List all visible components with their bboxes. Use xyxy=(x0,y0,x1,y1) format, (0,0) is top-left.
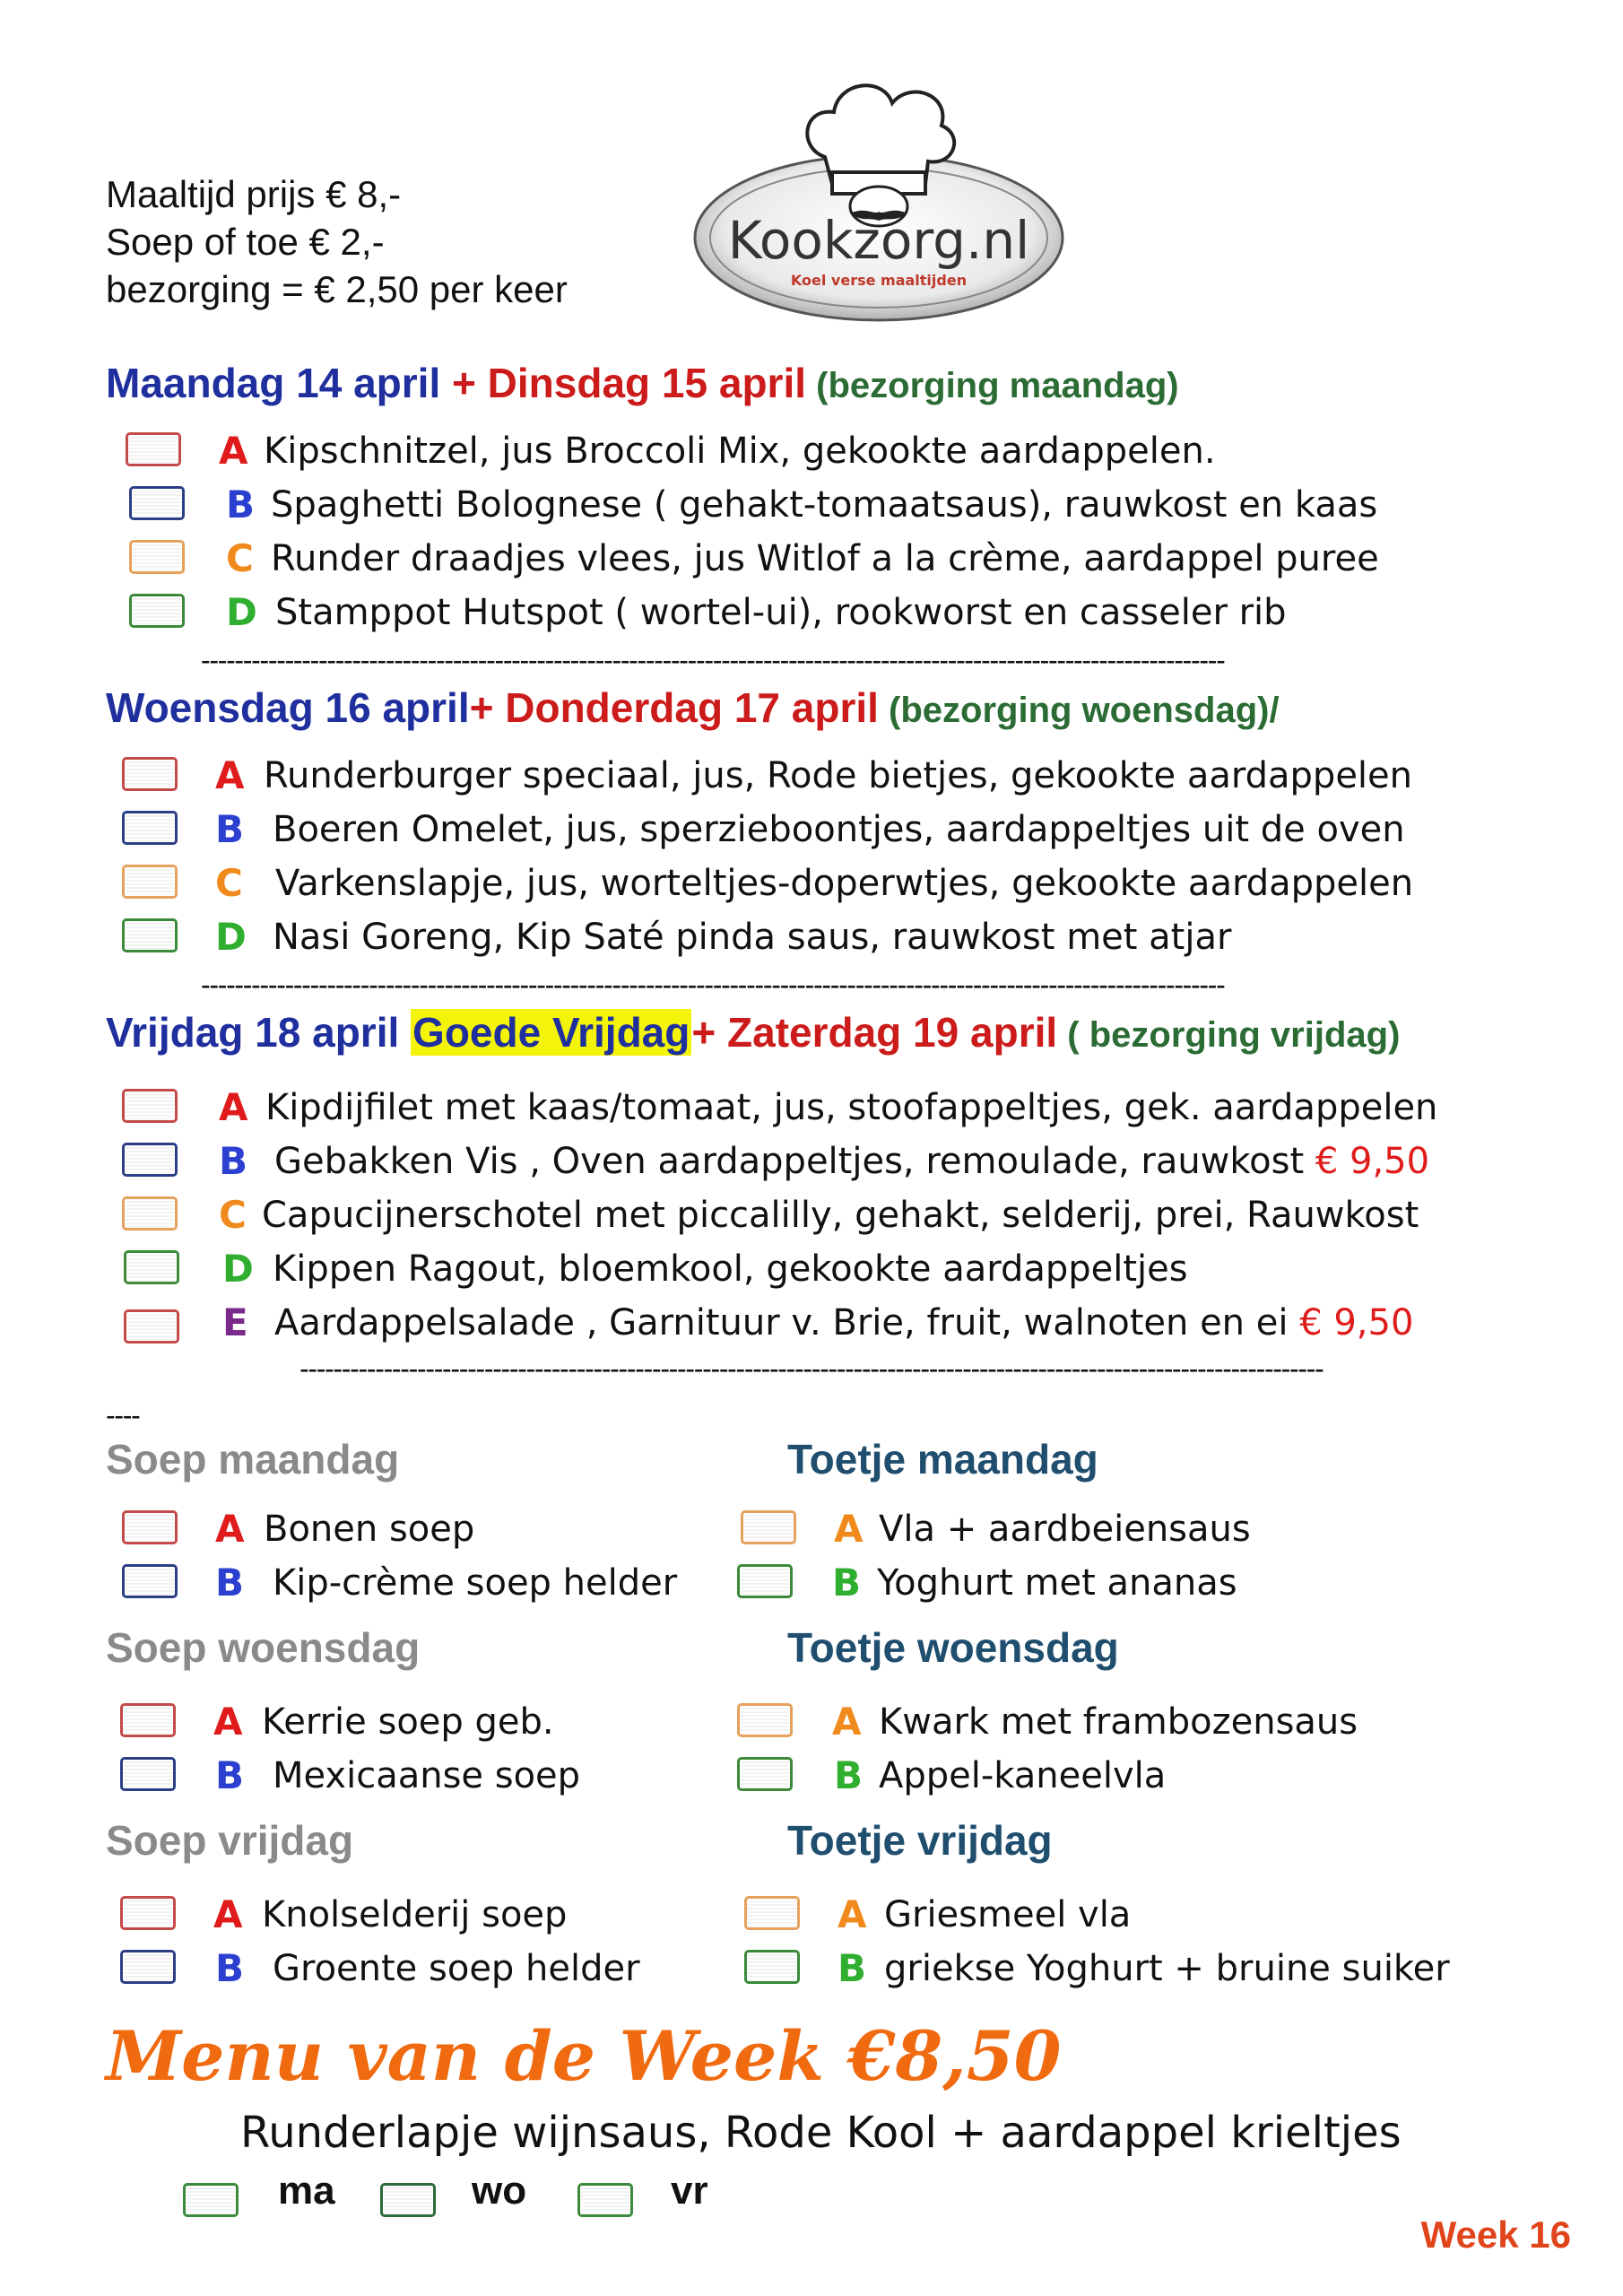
meal-price: Maaltijd prijs € 8,- xyxy=(106,173,402,215)
checkbox[interactable] xyxy=(122,865,178,899)
divider: -------------------------------------------------------------------------------------------------------------------------- xyxy=(299,1352,1324,1385)
option-letter: B xyxy=(215,1561,245,1605)
checkbox-wo[interactable] xyxy=(380,2183,436,2217)
option-price: € 9,50 xyxy=(1299,1302,1414,1344)
option-letter: B xyxy=(834,1753,864,1797)
plus-sign: + xyxy=(691,1009,728,1056)
option-text: Spaghetti Bolognese ( gehakt-tomaatsaus), rauwkost en kaas xyxy=(271,484,1378,526)
plus-sign: + xyxy=(469,684,506,731)
toetje-maandag-title: Toetje maandag xyxy=(787,1436,1098,1483)
option-letter: C xyxy=(215,861,243,905)
option-letter: A xyxy=(832,1700,862,1744)
toetje-vrijdag-title: Toetje vrijdag xyxy=(787,1817,1053,1864)
week-label: Week 16 xyxy=(1420,2213,1571,2256)
option-letter: A xyxy=(219,429,248,473)
option-letter: D xyxy=(222,1247,254,1291)
option-letter: C xyxy=(219,1193,247,1237)
price-info xyxy=(106,170,568,313)
day-1: Vrijdag 18 april xyxy=(106,1009,412,1056)
option-letter: B xyxy=(215,1753,245,1797)
logo-name: Kookzorg.nl xyxy=(727,210,1030,271)
section-header-woensdag xyxy=(106,683,1280,732)
checkbox[interactable] xyxy=(122,1143,178,1177)
option-text: Kipdijfilet met kaas/tomaat, jus, stoofappeltjes, gek. aardappelen xyxy=(265,1087,1438,1128)
option-letter: B xyxy=(219,1139,248,1183)
day-2: Donderdag 17 april xyxy=(505,684,879,731)
checkbox[interactable] xyxy=(122,811,178,845)
divider: -------------------------------------------------------------------------------------------------------------------------- xyxy=(201,644,1225,676)
checkbox[interactable] xyxy=(122,918,178,952)
checkbox[interactable] xyxy=(744,1896,800,1930)
checkbox[interactable] xyxy=(122,1564,178,1598)
option-text: Mexicaanse soep xyxy=(273,1755,581,1796)
section-header-vrijdag xyxy=(106,1008,1400,1057)
option-letter: D xyxy=(226,590,257,634)
option-text: Kipschnitzel, jus Broccoli Mix, gekookte aardappelen. xyxy=(264,430,1216,472)
checkbox[interactable] xyxy=(129,594,185,628)
option-letter: B xyxy=(838,1946,867,1990)
divider: -------------------------------------------------------------------------------------------------------------------------- xyxy=(201,969,1225,1001)
option-letter: A xyxy=(213,1892,243,1936)
option-text: Capucijnerschotel met piccalilly, gehakt, selderij, prei, Rauwkost xyxy=(262,1195,1419,1236)
checkbox[interactable] xyxy=(122,1089,178,1123)
option-text: Knolselderij soep xyxy=(262,1894,568,1935)
checkbox[interactable] xyxy=(124,1309,179,1344)
day-label-vr: vr xyxy=(671,2169,708,2213)
checkbox[interactable] xyxy=(129,486,185,520)
option-letter: A xyxy=(834,1507,864,1551)
soup-dessert-price: Soep of toe € 2,- xyxy=(106,221,385,263)
option-letter: C xyxy=(226,536,254,580)
delivery-note: ( bezorging vrijdag) xyxy=(1057,1015,1401,1055)
option-text: Runder draadjes vlees, jus Witlof a la crème, aardappel puree xyxy=(271,538,1379,579)
day-1: Maandag 14 april xyxy=(106,360,441,406)
soep-maandag-title: Soep maandag xyxy=(106,1436,400,1483)
option-text: Nasi Goreng, Kip Saté pinda saus, rauwkost met atjar xyxy=(273,917,1232,958)
option-text: Appel-kaneelvla xyxy=(879,1755,1167,1796)
holiday-highlight: Goede Vrijdag xyxy=(412,1009,690,1056)
option-text: Bonen soep xyxy=(264,1509,475,1550)
option-letter: B xyxy=(215,1946,245,1990)
checkbox[interactable] xyxy=(122,1196,178,1231)
option-desc: Gebakken Vis , Oven aardappeltjes, remoulade, rauwkost xyxy=(274,1141,1315,1182)
option-letter: A xyxy=(215,1507,245,1551)
option-text: Runderburger speciaal, jus, Rode bietjes, gekookte aardappelen xyxy=(264,755,1412,796)
delivery-note: (bezorging maandag) xyxy=(806,366,1179,405)
section-header-maandag xyxy=(106,359,1179,407)
option-text: Varkenslapje, jus, worteltjes-doperwtjes, gekookte aardappelen xyxy=(275,863,1414,904)
toetje-woensdag-title: Toetje woensdag xyxy=(787,1624,1119,1671)
delivery-price: bezorging = € 2,50 per keer xyxy=(106,268,568,310)
option-text: Griesmeel vla xyxy=(884,1894,1132,1935)
option-price: € 9,50 xyxy=(1315,1141,1430,1182)
option-text: Vla + aardbeiensaus xyxy=(879,1509,1251,1550)
menu-of-the-week-dish: Runderlapje wijnsaus, Rode Kool + aardappel krieltjes xyxy=(240,2108,1402,2158)
day-1: Woensdag 16 april xyxy=(106,684,470,731)
checkbox-ma[interactable] xyxy=(183,2183,239,2217)
checkbox[interactable] xyxy=(129,540,185,574)
checkbox[interactable] xyxy=(120,1896,176,1930)
checkbox[interactable] xyxy=(120,1757,176,1791)
soep-woensdag-title: Soep woensdag xyxy=(106,1624,421,1671)
checkbox[interactable] xyxy=(124,1250,179,1284)
option-desc: Aardappelsalade , Garnituur v. Brie, fruit, walnoten en ei xyxy=(274,1302,1300,1344)
option-text: Yoghurt met ananas xyxy=(877,1562,1237,1604)
checkbox[interactable] xyxy=(737,1564,793,1598)
option-letter: D xyxy=(215,915,247,959)
checkbox[interactable] xyxy=(126,432,181,466)
checkbox-vr[interactable] xyxy=(577,2183,633,2217)
soep-vrijdag-title: Soep vrijdag xyxy=(106,1817,354,1864)
checkbox[interactable] xyxy=(120,1703,176,1737)
option-text: Kerrie soep geb. xyxy=(262,1701,554,1743)
day-2: Zaterdag 19 april xyxy=(727,1009,1058,1056)
option-text xyxy=(274,1300,1413,1345)
option-letter: A xyxy=(219,1085,248,1129)
day-2: Dinsdag 15 april xyxy=(487,360,807,406)
option-letter: A xyxy=(838,1892,867,1936)
day-label-ma: ma xyxy=(278,2169,335,2213)
option-text: Kwark met frambozensaus xyxy=(879,1701,1358,1743)
checkbox[interactable] xyxy=(737,1703,793,1737)
plus-sign: + xyxy=(440,360,488,406)
menu-of-the-week-title: Menu van de Week €8,50 xyxy=(106,2016,1062,2096)
option-letter: E xyxy=(222,1300,248,1344)
option-letter: B xyxy=(226,483,256,526)
checkbox[interactable] xyxy=(122,757,178,791)
option-letter: B xyxy=(215,807,245,851)
divider-short: ---- xyxy=(106,1399,140,1431)
option-text: Kip-crème soep helder xyxy=(273,1562,678,1604)
checkbox[interactable] xyxy=(744,1950,800,1984)
day-label-wo: wo xyxy=(472,2169,527,2213)
checkbox[interactable] xyxy=(737,1757,793,1791)
delivery-note: (bezorging woensdag)/ xyxy=(878,691,1280,730)
option-text: Stamppot Hutspot ( wortel-ui), rookworst en casseler rib xyxy=(275,592,1287,633)
option-text: Groente soep helder xyxy=(273,1948,640,1989)
option-text xyxy=(274,1139,1429,1184)
option-letter: B xyxy=(832,1561,862,1605)
option-letter: A xyxy=(215,753,245,797)
checkbox[interactable] xyxy=(120,1950,176,1984)
option-text: Boeren Omelet, jus, sperzieboontjes, aardappeltjes uit de oven xyxy=(273,809,1405,850)
option-letter: A xyxy=(213,1700,243,1744)
logo-tagline: Koel verse maaltijden xyxy=(790,272,968,289)
option-text: Kippen Ragout, bloemkool, gekookte aardappeltjes xyxy=(273,1248,1188,1290)
option-text: griekse Yoghurt + bruine suiker xyxy=(884,1948,1450,1989)
checkbox[interactable] xyxy=(122,1510,178,1544)
kookzorg-logo xyxy=(690,72,1067,327)
checkbox[interactable] xyxy=(741,1510,796,1544)
